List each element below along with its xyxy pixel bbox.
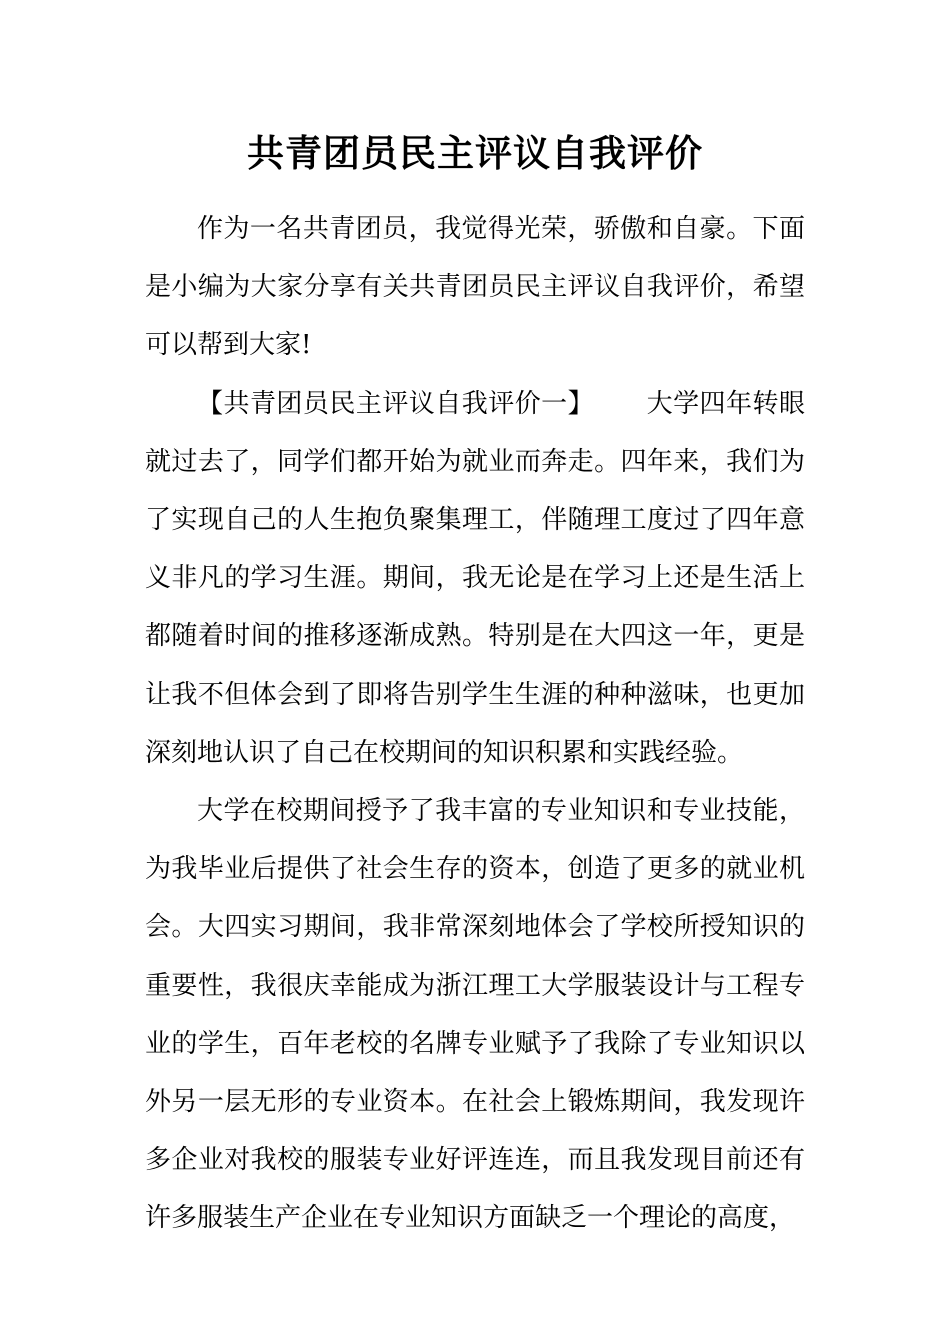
paragraph-intro [145, 200, 805, 375]
paragraph-section-one [145, 375, 805, 782]
paragraph-university [145, 782, 805, 1248]
paragraph-text: 大学在校期间授予了我丰富的专业知识和专业技能，为我毕业后提供了社会生存的资本，创造了更多的就业机会。大四实习期间，我非常深刻地体会了学校所授知识的重要性，我很庆幸能成为浙江理工大学服装设计与工程专业的学生，百年老校的名牌专业赋予了我除了专业知识以外另一层无形的专业资本。在社会上锻炼期间，我发现许多企业对我校的服装专业好评连连，而且我发现目前还有许多服装生产企业在专业知识方面缺乏一个理论的高度， [145, 796, 805, 1234]
section-heading: 【共青团员民主评议自我评价一】 [197, 388, 595, 419]
paragraph-text: 作为一名共青团员，我觉得光荣，骄傲和自豪。下面是小编为大家分享有关共青团员民主评议自我评价，希望可以帮到大家! [145, 214, 805, 361]
document-title: 共青团员民主评议自我评价 [247, 131, 703, 175]
paragraph-text: 大学四年转眼就过去了，同学们都开始为就业而奔走。四年来，我们为了实现自己的人生抱负聚集理工，伴随理工度过了四年意义非凡的学习生涯。期间，我无论是在学习上还是生活上都随着时间的推移逐渐成熟。特别是在大四这一年，更是让我不但体会到了即将告别学生生涯的种种滋味，也更加深刻地认识了自己在校期间的知识积累和实践经验。 [145, 388, 805, 768]
document-body [145, 200, 805, 1248]
